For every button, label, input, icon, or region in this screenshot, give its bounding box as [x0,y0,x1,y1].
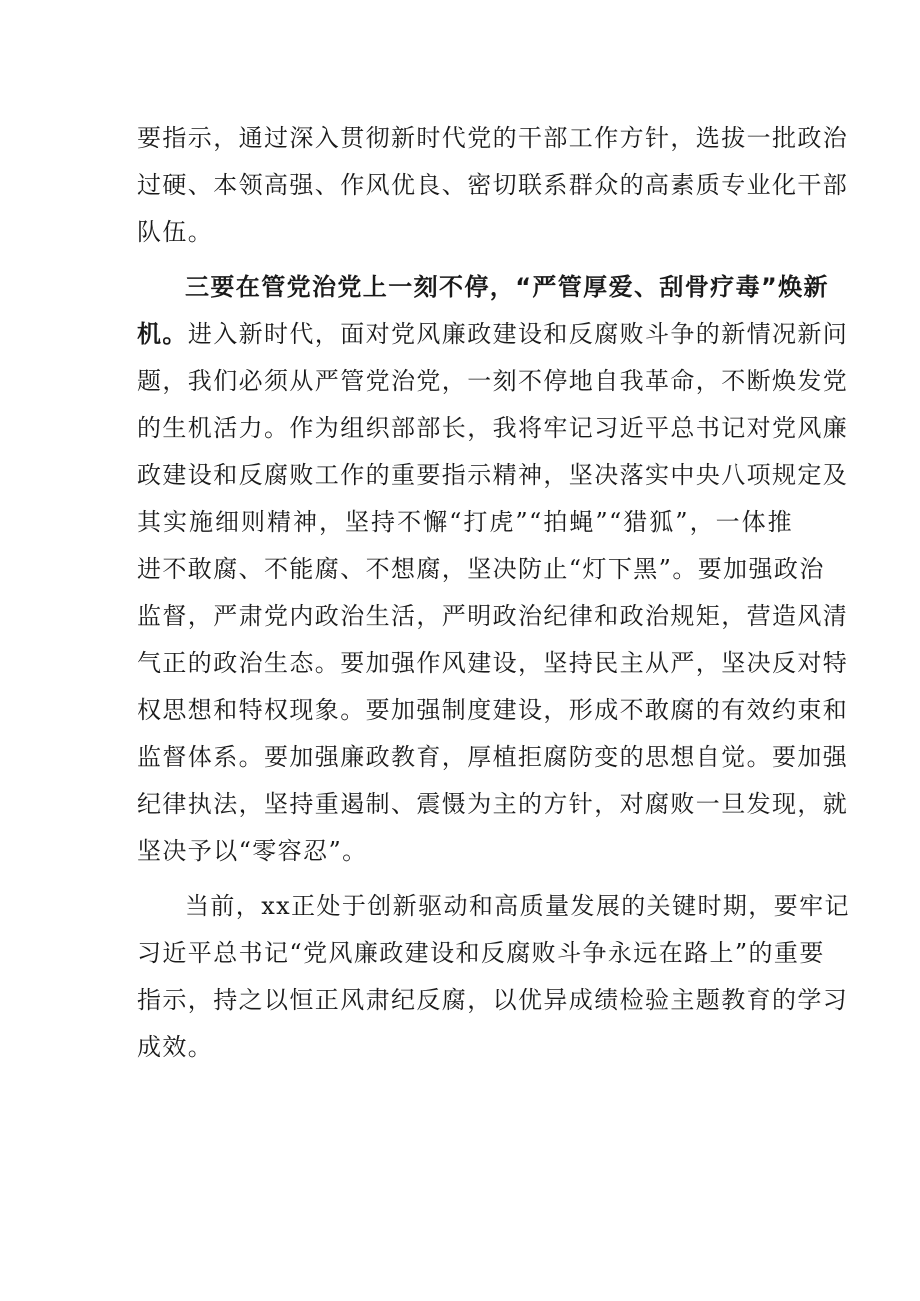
paragraph-2-heading-line-1: 三要在管党治党上一刻不停，“严管厚爱、刮骨疗毒”焕新 [185,273,829,301]
paragraph-2-line-7: 进不敢腐、不能腐、不想腐，坚决防止“灯下黑”。要加强政治 [137,555,825,583]
paragraph-1-line-2: 过硬、本领高强、作风优良、密切联系群众的高素质专业化干部 [137,171,849,199]
paragraph-2-line-2-text: 进入新时代，面对党风廉政建设和反腐败斗争的新情况新问 [187,320,849,348]
paragraph-2-line-5: 政建设和反腐败工作的重要指示精神，坚决落实中央八项规定及 [137,461,849,489]
paragraph-2-line-2 [137,314,849,354]
paragraph-3-line-3: 指示，持之以恒正风肃纪反腐，以优异成绩检验主题教育的学习 [137,986,849,1014]
paragraph-2-line-6: 其实施细则精神，坚持不懈“打虎”“拍蝇”“猎狐”，一体推 [137,508,793,536]
paragraph-1-line-1: 要指示，通过深入贯彻新时代党的干部工作方针，选拔一批政治 [137,124,849,152]
paragraph-2-line-3: 题，我们必须从严管党治党，一刻不停地自我革命，不断焕发党 [137,367,849,395]
paragraph-2-line-11: 监督体系。要加强廉政教育，厚植拒腐防变的思想自觉。要加强 [137,743,849,771]
paragraph-2-heading-end: 机。 [137,320,188,348]
paragraph-2-line-10: 权思想和特权现象。要加强制度建设，形成不敢腐的有效约束和 [137,696,849,724]
paragraph-1-line-3: 队伍。 [137,218,214,246]
paragraph-2-line-12: 纪律执法，坚持重遏制、震慑为主的方针，对腐败一旦发现，就 [137,790,849,818]
paragraph-2-line-8: 监督，严肃党内政治生活，严明政治纪律和政治规矩，营造风清 [137,602,849,630]
paragraph-2-line-13: 坚决予以“零容忍”。 [137,837,368,865]
paragraph-3-line-4: 成效。 [137,1033,214,1061]
paragraph-3-line-1: 当前，xx正处于创新驱动和高质量发展的关键时期，要牢记 [185,892,850,920]
paragraph-2-line-9: 气正的政治生态。要加强作风建设，坚持民主从严，坚决反对特 [137,649,849,677]
paragraph-2-line-4: 的生机活力。作为组织部部长，我将牢记习近平总书记对党风廉 [137,414,849,442]
paragraph-3-line-2: 习近平总书记“党风廉政建设和反腐败斗争永远在路上”的重要 [137,939,825,967]
